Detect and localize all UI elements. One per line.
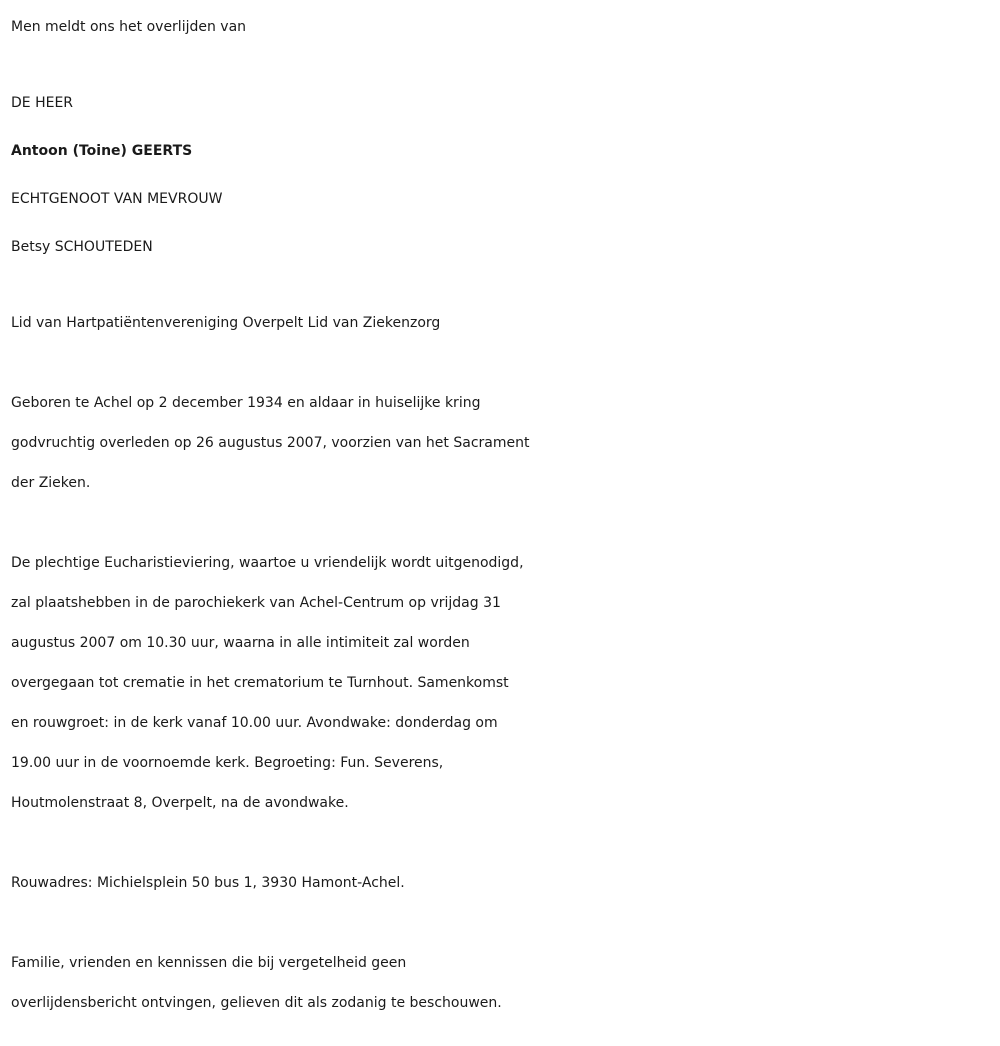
death-notice xyxy=(11,7,996,1023)
spacer xyxy=(11,343,996,383)
spouse-name: Betsy SCHOUTEDEN xyxy=(11,239,153,255)
spacer xyxy=(11,271,996,303)
spacer xyxy=(11,47,996,79)
paragraph-line: overlijdensbericht ontvingen, gelieven dit als zodanig te beschouwen. xyxy=(11,995,502,1011)
paragraph-line: Houtmolenstraat 8, Overpelt, na de avondwake. xyxy=(11,795,349,811)
title-prefix: DE HEER xyxy=(11,95,74,111)
paragraph-line: De plechtige Eucharistieviering, waartoe u vriendelijk wordt uitgenodigd, xyxy=(11,555,524,571)
paragraph-line: en rouwgroet: in de kerk vanaf 10.00 uur. Avondwake: donderdag om xyxy=(11,715,498,731)
ceremony-paragraph xyxy=(11,543,996,823)
deceased-name: Antoon (Toine) GEERTS xyxy=(11,143,193,159)
paragraph-line: Geboren te Achel op 2 december 1934 en aldaar in huiselijke kring xyxy=(11,395,481,411)
intro-text: Men meldt ons het overlijden van xyxy=(11,19,247,35)
paragraph-line: der Zieken. xyxy=(11,475,91,491)
paragraph-line: zal plaatshebben in de parochiekerk van Achel-Centrum op vrijdag 31 xyxy=(11,595,501,611)
birth-death-paragraph xyxy=(11,383,996,503)
mourning-address: Rouwadres: Michielsplein 50 bus 1, 3930 Hamont-Achel. xyxy=(11,875,405,891)
spouse-label: ECHTGENOOT VAN MEVROUW xyxy=(11,191,223,207)
paragraph-line: overgegaan tot crematie in het crematorium te Turnhout. Samenkomst xyxy=(11,675,509,691)
paragraph-line: 19.00 uur in de voornoemde kerk. Begroeting: Fun. Severens, xyxy=(11,755,444,771)
memberships-text: Lid van Hartpatiëntenvereniging Overpelt Lid van Ziekenzorg xyxy=(11,315,441,331)
spacer xyxy=(11,903,996,943)
closing-paragraph xyxy=(11,943,996,1023)
spacer xyxy=(11,823,996,863)
spacer xyxy=(11,503,996,543)
paragraph-line: godvruchtig overleden op 26 augustus 2007, voorzien van het Sacrament xyxy=(11,435,530,451)
paragraph-line: augustus 2007 om 10.30 uur, waarna in alle intimiteit zal worden xyxy=(11,635,470,651)
paragraph-line: Familie, vrienden en kennissen die bij vergetelheid geen xyxy=(11,955,407,971)
